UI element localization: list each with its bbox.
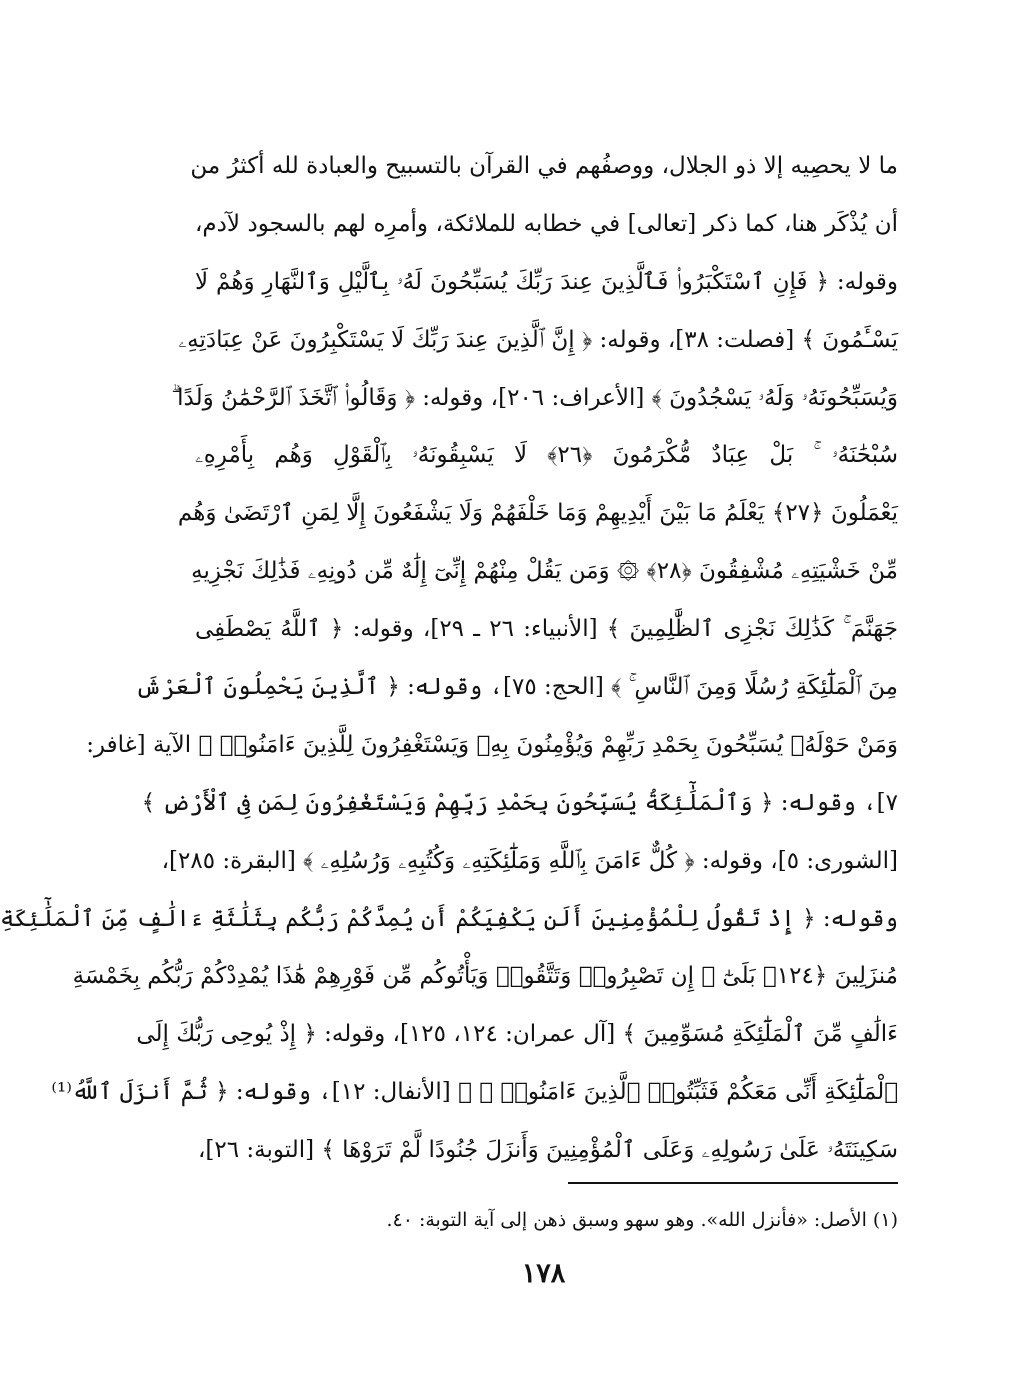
- text-line: أن يُذْكَر هنا، كما ذكر [تعالى] في خطابه للملائكة، وأمرِه لهم بالسجود لآدم،: [195, 210, 898, 237]
- text-line: سُبْحَٰنَهُۥ ۚ بَلْ عِبَادٌ مُّكْرَمُونَ ﴿٢٦﴾ لَا يَسْبِقُونَهُۥ بِٱلْقَوْلِ وَهُم بِأَمْرِهِۦ: [195, 442, 898, 469]
- text-line: وقوله: ﴿ إِذْ تَقُولُ لِلْمُؤْمِنِينَ أَلَن يَكْفِيَكُمْ أَن يُمِدَّكُمْ رَبُّكُم بِثَلَٰثَةِ ءَالَٰفٍ مِّنَ ٱلْمَلَٰٓئِكَةِ: [0, 905, 898, 932]
- text-line: وقوله: ﴿ فَإِنِ ٱسْتَكْبَرُوا۟ فَٱلَّذِينَ عِندَ رَبِّكَ يُسَبِّحُونَ لَهُۥ بِٱلَّيْلِ وَٱلنَّهَارِ وَهُمْ لَا: [195, 268, 898, 295]
- text-line: مِّنْ خَشْيَتِهِۦ مُشْفِقُونَ ﴿٢٨﴾ ۞ وَمَن يَقُلْ مِنْهُمْ إِنِّىٓ إِلَٰهٌ مِّن دُونِهِۦ فَذَٰلِكَ نَجْزِيهِ: [191, 558, 898, 585]
- text-line: [الشورى: ٥]، وقوله: ﴿ كُلٌّ ءَامَنَ بِٱللَّهِ وَمَلَٰٓئِكَتِهِۦ وَكُتُبِهِۦ وَرُسُلِهِۦ ﴾ [البقرة: ٢٨٥]،: [161, 847, 898, 874]
- text-line: ما لا يحصِيه إلا ذو الجلال، ووصفُهم في القرآن بالتسبيح والعبادة لله أكثرُ من: [190, 153, 898, 179]
- text-line: ٧]، وقوله: ﴿ وَٱلْمَلَٰٓئِكَةُ يُسَبِّحُونَ بِحَمْدِ رَبِّهِمْ وَيَسْتَغْفِرُونَ لِمَن فِى ٱلْأَرْضِ ﴾: [141, 789, 898, 816]
- text-line: سَكِينَتَهُۥ عَلَىٰ رَسُولِهِۦ وَعَلَى ٱلْمُؤْمِنِينَ وَأَنزَلَ جُنُودًا لَّمْ تَرَوْهَا ﴾ [التوبة: ٢٦]،: [197, 1137, 898, 1164]
- text-line: وَيُسَبِّحُونَهُۥ وَلَهُۥ يَسْجُدُونَ ﴾ [الأعراف: ٢٠٦]، وقوله: ﴿ وَقَالُوا۟ ٱتَّخَذَ ٱلرَّحْمَٰنُ وَلَدًا ۗ: [171, 384, 898, 411]
- text-line: وَمَنْ حَوْلَهُۥ يُسَبِّحُونَ بِحَمْدِ رَبِّهِمْ وَيُؤْمِنُونَ بِهِۦ وَيَسْتَغْفِرُونَ لِلَّذِينَ ءَامَنُوا۟ ﴾ الآية [غافر:: [86, 731, 898, 758]
- text-line: مِنَ ٱلْمَلَٰٓئِكَةِ رُسُلًا وَمِنَ ٱلنَّاسِ ۚ ﴾ [الحج: ٧٥]، وقوله: ﴿ ٱلَّذِينَ يَحْمِلُونَ ٱلْعَرْشَ: [135, 674, 898, 701]
- text-line: مُنزَلِينَ ﴿١٢٤﴾ بَلَىٰٓ ۚ إِن تَصْبِرُوا۟ وَتَتَّقُوا۟ وَيَأْتُوكُم مِّن فَوْرِهِمْ هَٰذَا يُمْدِدْكُمْ رَبُّكُم بِخَمْسَةِ: [72, 963, 898, 990]
- text-line: ءَالَٰفٍ مِّنَ ٱلْمَلَٰٓئِكَةِ مُسَوِّمِينَ ﴾ [آل عمران: ١٢٤، ١٢٥]، وقوله: ﴿ إِذْ يُوحِى رَبُّكَ إِلَى: [136, 1021, 898, 1048]
- footnote-separator: [568, 1182, 898, 1184]
- text-line: جَهَنَّمَ ۚ كَذَٰلِكَ نَجْزِى ٱلظَّٰلِمِينَ ﴾ [الأنبياء: ٢٦ ـ ٢٩]، وقوله: ﴿ ٱللَّهُ يَصْطَفِى: [195, 616, 898, 643]
- footnote: (١) الأصل: «فأنزل الله». وهو سهو وسبق ذهن إلى آية التوبة: ٤٠.: [386, 1209, 898, 1231]
- text-line: يَسْـَٔمُونَ ﴾ [فصلت: ٣٨]، وقوله: ﴿ إِنَّ ٱلَّذِينَ عِندَ رَبِّكَ لَا يَسْتَكْبِرُونَ عَنْ عِبَادَتِهِۦ: [178, 326, 898, 353]
- page-number: ١٧٨: [521, 1258, 566, 1289]
- text-line: يَعْمَلُونَ ﴿٢٧﴾ يَعْلَمُ مَا بَيْنَ أَيْدِيهِمْ وَمَا خَلْفَهُمْ وَلَا يَشْفَعُونَ إِلَّا لِمَنِ ٱرْتَضَىٰ وَهُم: [177, 500, 898, 527]
- text-line: ٱلْمَلَٰٓئِكَةِ أَنِّى مَعَكُمْ فَثَبِّتُوا۟ ٱلَّذِينَ ءَامَنُوا۟ ۚ ﴾ [الأنفال: ١٢]، وقوله: ﴿ ثُمَّ أَنزَلَ ٱللَّهُ⁽¹⁾: [51, 1079, 898, 1106]
- main-text-block: [0, 138, 898, 1180]
